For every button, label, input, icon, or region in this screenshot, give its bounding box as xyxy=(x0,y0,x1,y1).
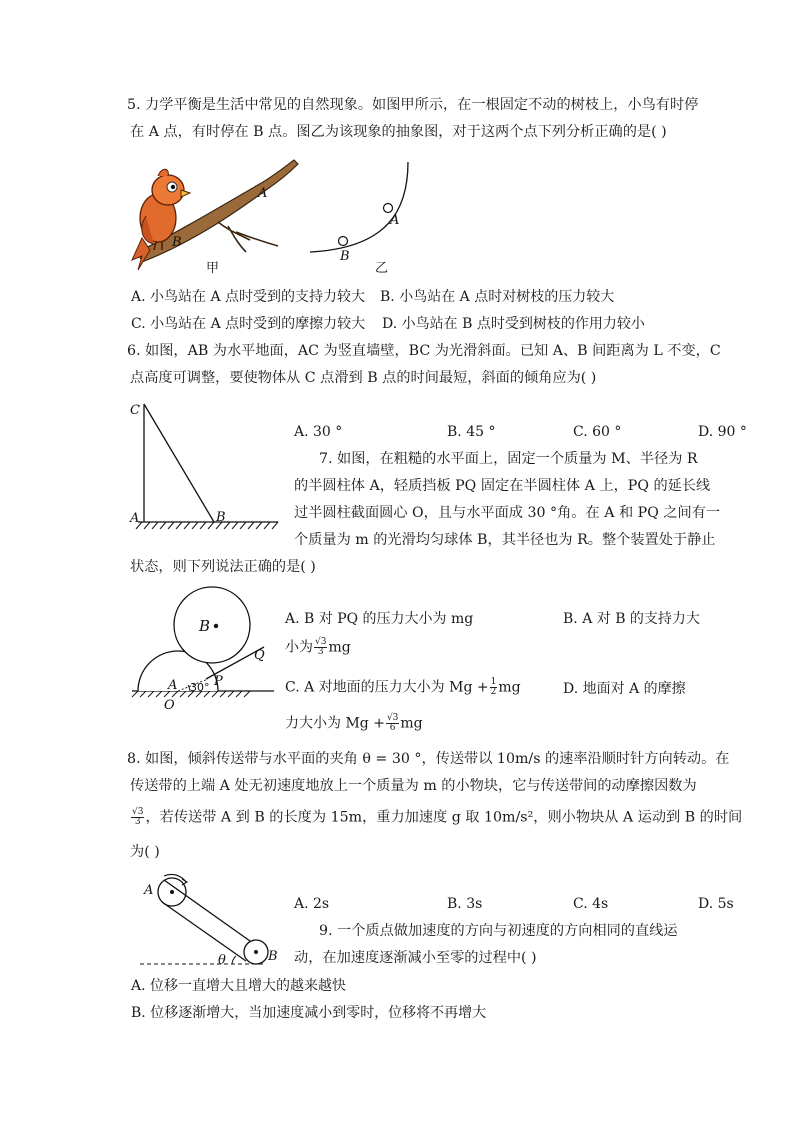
q7-option-b-num: √3 xyxy=(315,637,327,647)
q8-stem-line4: 为( ) xyxy=(130,844,160,860)
q5-option-a[interactable]: A. 小鸟站在 A 点时受到的支持力较大 xyxy=(131,289,366,305)
q5-figure-yi xyxy=(308,160,418,280)
q6-label-C: C xyxy=(130,403,140,418)
q8-stem-line2: 传送带的上端 A 处无初速度地放上一个质量为 m 的小物块，它与传送带间的动摩擦因数为 xyxy=(130,778,697,794)
q8-label-B: B xyxy=(268,949,278,964)
q8-label-A: A xyxy=(144,883,154,898)
q8-figure xyxy=(140,870,290,970)
q5-yi-label-A: A xyxy=(390,213,400,228)
q6-label-B: B xyxy=(216,510,226,525)
q8-stem-line3 xyxy=(130,808,742,827)
q7-label-B: B xyxy=(199,617,211,635)
q5-jia-label-B: B xyxy=(172,235,182,250)
q9-option-b[interactable]: B. 位移逐渐增大，当加速度减小到零时，位移将不再增大 xyxy=(131,1005,487,1021)
q7-option-a[interactable]: A. B 对 PQ 的压力大小为 mg xyxy=(285,611,474,627)
q5-stem-line2: 在 A 点，有时停在 B 点。图乙为该现象的抽象图，对于这两个点下列分析正确的是( ) xyxy=(130,124,667,140)
q7-option-c[interactable] xyxy=(285,678,521,697)
q5-figure-jia xyxy=(128,160,308,280)
q9-stem-line2: 动，在加速度逐渐减小至零的过程中( ) xyxy=(294,950,537,966)
q7-stem-line2: 的半圆柱体 A，轻质挡板 PQ 固定在半圆柱体 A 上，PQ 的延长线 xyxy=(294,478,711,494)
q7-stem-line5: 状态，则下列说法正确的是( ) xyxy=(130,559,316,575)
q5-jia-label-A: A xyxy=(258,186,268,201)
q5-stem-line1: 5. 力学平衡是生活中常见的自然现象。如图甲所示，在一根固定不动的树枝上，小鸟有时停 xyxy=(127,97,699,113)
q7-stem-line4: 个质量为 m 的光滑均匀球体 B，其半径也为 R。整个装置处于静止 xyxy=(294,532,716,548)
q7-option-d[interactable]: D. 地面对 A 的摩擦 xyxy=(563,681,686,697)
q6-option-c[interactable]: C. 60 ° xyxy=(573,424,622,440)
q7-option-c-fraction xyxy=(490,678,498,697)
q8-stem-line3-text: ，若传送带 A 到 B 的长度为 15m，重力加速度 g 取 10m/s²，则小物块从 A 运动到 B 的时间 xyxy=(145,809,743,826)
q8-option-a[interactable]: A. 2s xyxy=(294,896,330,912)
q7-option-b-tail: mg xyxy=(328,639,351,656)
q7-option-b-cont[interactable] xyxy=(285,638,351,657)
q7-option-d-text: 力大小为 Mg + xyxy=(285,715,385,732)
q5-yi-label-B: B xyxy=(340,249,350,264)
q6-option-b[interactable]: B. 45 ° xyxy=(447,424,496,440)
q7-option-b-prefix: 小为 xyxy=(285,639,313,656)
q9-option-a[interactable]: A. 位移一直增大且增大的越来越快 xyxy=(131,978,347,994)
q7-label-Q: Q xyxy=(254,648,265,663)
q7-option-c-tail: mg xyxy=(498,679,521,696)
q8-label-theta: θ xyxy=(218,953,226,968)
q7-label-O: O xyxy=(164,698,175,713)
q7-label-P: P xyxy=(214,674,223,689)
q6-stem-line1: 6. 如图，AB 为水平地面，AC 为竖直墙壁，BC 为光滑斜面。已知 A、B 间距离为 L 不变，C xyxy=(127,343,721,359)
q9-stem-line1: 9. 一个质点做加速度的方向与初速度的方向相同的直线运 xyxy=(319,923,678,939)
q6-figure xyxy=(128,398,283,538)
q7-option-b-fraction xyxy=(314,638,327,657)
q7-option-d-fraction xyxy=(386,714,399,733)
q8-option-d[interactable]: D. 5s xyxy=(698,896,734,912)
q5-option-b[interactable]: B. 小鸟站在 A 点时对树枝的压力较大 xyxy=(380,289,615,305)
q7-label-angle: 30° xyxy=(190,681,210,694)
q7-option-b[interactable]: B. A 对 B 的支持力大 xyxy=(563,611,700,627)
q7-option-c-den: 2 xyxy=(490,687,497,697)
q5-jia-caption: 甲 xyxy=(206,261,220,276)
bird-icon xyxy=(132,169,190,270)
q8-option-c[interactable]: C. 4s xyxy=(573,896,609,912)
q7-figure xyxy=(128,585,278,715)
q8-option-b[interactable]: B. 3s xyxy=(447,896,483,912)
q7-label-A: A xyxy=(168,678,178,693)
q7-stem-line1: 7. 如图，在粗糙的水平面上，固定一个质量为 M、半径为 R xyxy=(319,451,698,467)
q6-option-d[interactable]: D. 90 ° xyxy=(698,424,747,440)
q6-stem-line2: 点高度可调整，要使物体从 C 点滑到 B 点的时间最短，斜面的倾角应为( ) xyxy=(130,370,597,386)
q6-label-A: A xyxy=(130,511,140,526)
q6-option-a[interactable]: A. 30 ° xyxy=(294,424,343,440)
q7-option-b-den: 3 xyxy=(317,647,324,657)
q7-option-d-cont[interactable] xyxy=(285,714,423,733)
q7-option-d-den: 6 xyxy=(389,723,396,733)
q5-option-d[interactable]: D. 小鸟站在 B 点时受到树枝的作用力较小 xyxy=(382,316,645,332)
q8-mu-num: √3 xyxy=(132,807,144,817)
q7-stem-line3: 过半圆柱截面圆心 O，且与水平面成 30 °角。在 A 和 PQ 之间有一 xyxy=(294,505,721,521)
q7-option-d-num: √3 xyxy=(386,713,399,723)
q5-option-c[interactable]: C. 小鸟站在 A 点时受到的摩擦力较大 xyxy=(131,316,366,332)
q8-mu-fraction xyxy=(131,808,144,827)
q7-option-c-num: 1 xyxy=(490,677,497,687)
q8-stem-line1: 8. 如图，倾斜传送带与水平面的夹角 θ = 30 °，传送带以 10m/s 的速率沿顺时针方向转动。在 xyxy=(127,751,730,767)
q7-option-d-tail: mg xyxy=(400,715,423,732)
q5-yi-caption: 乙 xyxy=(375,261,389,276)
q8-mu-den: 3 xyxy=(134,817,141,827)
q7-option-c-text: C. A 对地面的压力大小为 Mg + xyxy=(285,679,489,696)
